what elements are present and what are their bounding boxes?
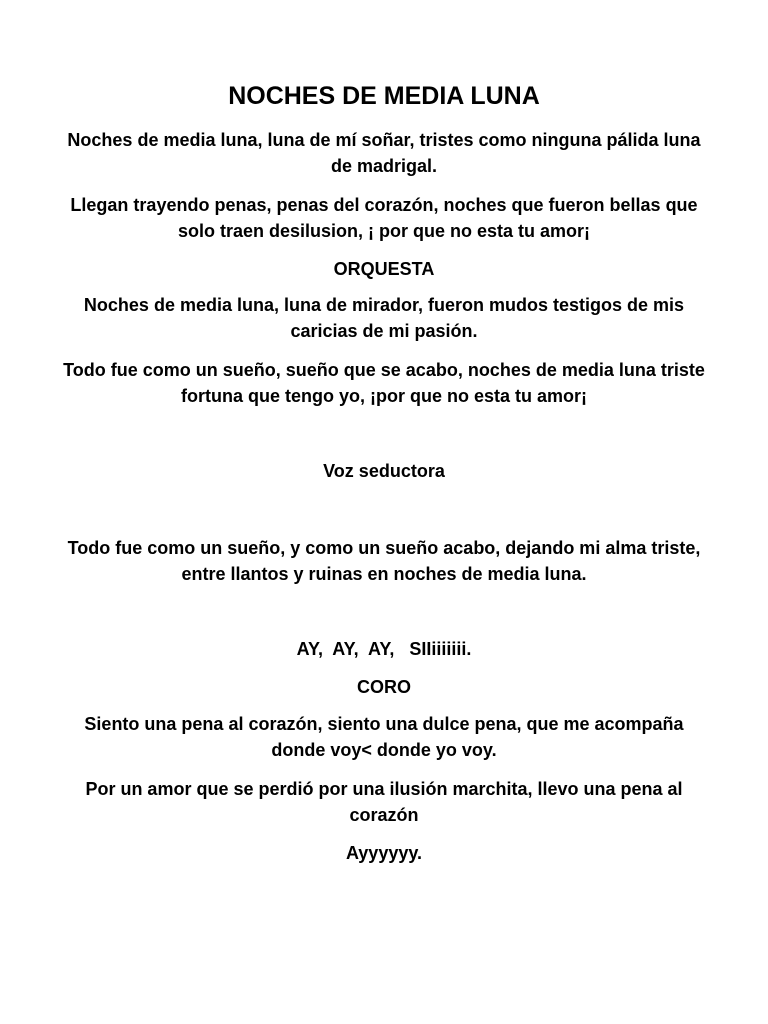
verse-1: Noches de media luna, luna de mí soñar, tristes como ninguna pálida luna de madrigal. [67,130,701,176]
chorus-1: Siento una pena al corazón, siento una dulce pena, que me acompaña donde voy< donde yo voy. [84,714,684,760]
verse-2: Llegan trayendo penas, penas del corazón, noches que fueron bellas que solo traen desilusion, ¡ por que no esta tu amor¡ [70,195,698,241]
song-title: NOCHES DE MEDIA LUNA [228,82,540,110]
section-label-coro: CORO [357,677,411,697]
exclamation-line: AY, AY, AY, SIIiiiiiii. [296,639,472,659]
section-label-voz-seductora: Voz seductora [323,461,445,481]
verse-4: Todo fue como un sueño, sueño que se acabo, noches de media luna triste fortuna que tengo yo, ¡por que no esta tu amor¡ [63,360,705,406]
section-label-orquesta: ORQUESTA [333,259,435,279]
closing-line: Ayyyyyy. [345,843,423,863]
verse-5: Todo fue como un sueño, y como un sueño acabo, dejando mi alma triste, entre llantos y ruinas en noches de media luna. [67,538,701,584]
verse-3: Noches de media luna, luna de mirador, fueron mudos testigos de mis caricias de mi pasión. [83,295,685,341]
chorus-2: Por un amor que se perdió por una ilusión marchita, llevo una pena al corazón [85,779,683,825]
